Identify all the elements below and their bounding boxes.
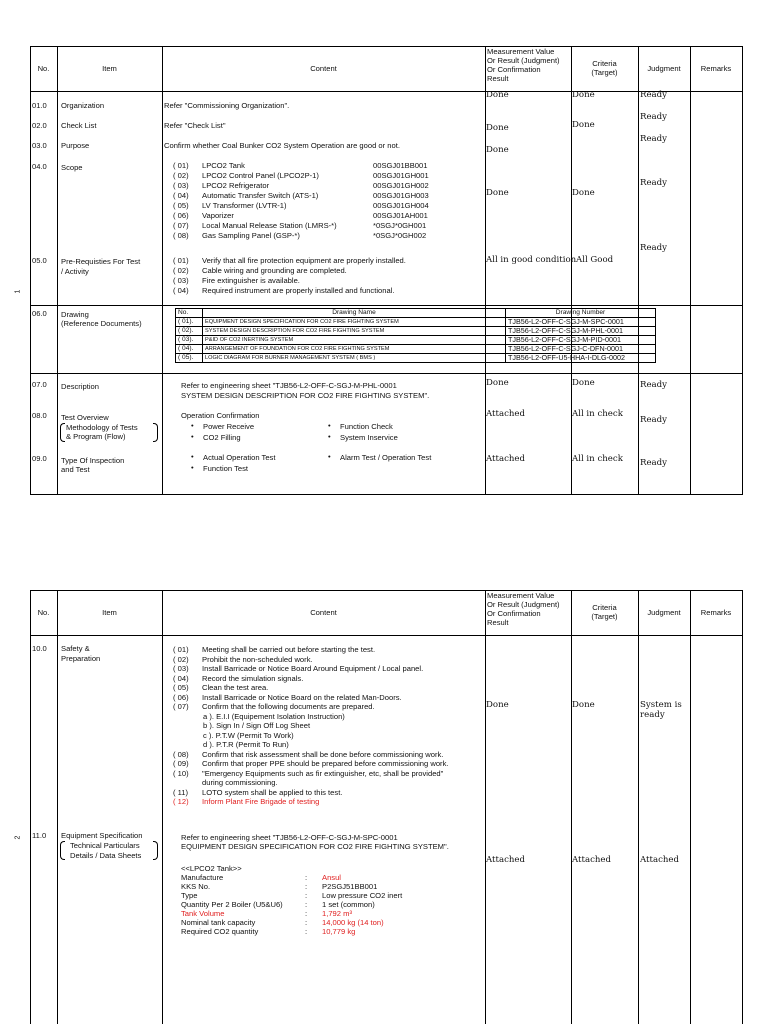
spec-value: 1,792 m³ xyxy=(322,909,352,918)
safety-item-text: Confirm that risk assessment shall be done before commissioning work. xyxy=(202,749,444,759)
drawing-row xyxy=(176,354,656,363)
header-measurement-2: Or Result (Judgment) xyxy=(487,56,560,65)
row-11-item-3: Details / Data Sheets xyxy=(70,851,142,860)
drawing-row-name: ARRANGEMENT OF FOUNDATION FOR CO2 FIRE FIGHTING SYSTEM xyxy=(203,345,506,354)
safety-item-text: Prohibit the non-scheduled work. xyxy=(202,654,313,664)
scope-item-name: Gas Sampling Panel (GSP-*) xyxy=(202,231,300,240)
document-subitem: d ). P.T.R (Permit To Run) xyxy=(203,740,289,749)
header-remarks: Remarks xyxy=(700,608,732,617)
row-10-judgment-2: ready xyxy=(640,710,665,720)
header-no: No. xyxy=(37,64,50,73)
spec-value: 14,000 kg (14 ton) xyxy=(322,918,384,927)
row-08-item-2: Methodology of Tests xyxy=(66,423,138,432)
row-09-judgment: Ready xyxy=(640,458,668,468)
tank-heading: <<LPCO2 Tank>> xyxy=(181,864,242,873)
header-judgment: Judgment xyxy=(647,64,681,73)
row-04-judgment: Ready xyxy=(640,178,668,188)
spec-key: KKS No. xyxy=(181,882,211,891)
scope-item-name: LPCO2 Control Panel (LPCO2P-1) xyxy=(202,171,319,180)
row-01-judgment: Ready xyxy=(640,90,668,100)
drawing-row-no: ( 05). xyxy=(176,354,203,363)
row-08-result: Attached xyxy=(486,409,526,419)
row-08-brace-right xyxy=(153,423,158,442)
header-item: Item xyxy=(102,64,117,73)
spec-value: P2SGJ51BB001 xyxy=(322,882,378,891)
row-11-criteria: Attached xyxy=(572,855,612,865)
row-10-criteria: Done xyxy=(572,700,595,710)
row-09-b1: Actual Operation Test xyxy=(203,453,276,462)
drawing-row-no: ( 03). xyxy=(176,336,203,345)
spec-value: 1 set (common) xyxy=(322,900,375,909)
safety-item-text: during commissioning. xyxy=(202,778,278,787)
drawing-row-name: EQUIPMENT DESIGN SPECIFICATION FOR CO2 FIRE FIGHTING SYSTEM xyxy=(203,318,506,327)
bullet: • xyxy=(191,432,194,441)
header-no: No. xyxy=(37,608,50,617)
header-measurement-1: Measurement Value xyxy=(487,47,555,56)
row-02-content: Refer "Check List" xyxy=(164,121,226,130)
row-02-result: Done xyxy=(486,123,509,133)
row-01-item: Organization xyxy=(61,101,105,110)
row-02-item: Check List xyxy=(61,121,97,130)
header-measurement-4: Result xyxy=(487,618,509,627)
scope-item-number: ( 02) xyxy=(173,171,189,180)
row-06-no: 06.0 xyxy=(32,309,47,318)
scope-item-number: ( 05) xyxy=(173,201,189,210)
document-subitem: a ). E.I.I (Equipement Isolation Instruction) xyxy=(203,711,345,721)
document-subitem: b ). Sign In / Sign Off Log Sheet xyxy=(203,721,311,730)
bullet: • xyxy=(328,421,331,430)
scope-item-number: ( 01) xyxy=(173,161,189,170)
row-10-no: 10.0 xyxy=(32,644,47,653)
bullet: • xyxy=(328,432,331,441)
row-02-no: 02.0 xyxy=(32,121,47,130)
scope-item-number: ( 06) xyxy=(173,211,189,220)
drawing-row-number: TJB56-L2-OFF-C-SGJ-M-PHL-0001 xyxy=(506,327,656,336)
row-01-result: Done xyxy=(486,90,509,100)
row-07-no: 07.0 xyxy=(32,380,47,389)
row-02-judgment: Ready xyxy=(640,112,668,122)
row-04-no: 04.0 xyxy=(32,162,47,171)
bullet: • xyxy=(328,452,331,461)
scope-item-code: 00SGJ01GH003 xyxy=(373,191,429,200)
scope-item-code: 00SGJ01BB001 xyxy=(373,161,428,170)
safety-item-number: ( 02) xyxy=(173,654,189,664)
safety-item-number: ( 01) xyxy=(173,645,189,654)
scope-item-number: ( 04) xyxy=(173,191,189,200)
row-08-no: 08.0 xyxy=(32,411,47,420)
prereq-item-text: Required instrument are properly installed and functional. xyxy=(202,286,395,295)
row-05-judgment: Ready xyxy=(640,243,668,253)
scope-item-code: *0SGJ*0GH002 xyxy=(373,231,427,240)
scope-item-name: LV Transformer (LVTR-1) xyxy=(202,201,287,210)
bullet: • xyxy=(191,463,194,472)
scope-item-name: Vaporizer xyxy=(202,211,234,220)
header-item: Item xyxy=(102,608,117,617)
spec-colon: : xyxy=(305,882,308,891)
row-07-item: Description xyxy=(61,382,99,391)
row-04-result: Done xyxy=(486,188,509,198)
safety-item-number: ( 11) xyxy=(173,787,189,797)
safety-item-number: ( 04) xyxy=(173,673,189,683)
row-08-judgment: Ready xyxy=(640,415,668,425)
row-04-criteria: Done xyxy=(572,188,595,198)
scope-item-code: 00SGJ01GH004 xyxy=(373,201,429,210)
header-content: Content xyxy=(310,64,337,73)
safety-item-number: ( 07) xyxy=(173,702,189,711)
row-07-judgment: Ready xyxy=(640,380,668,390)
row-01-no: 01.0 xyxy=(32,101,47,110)
scope-item-number: ( 03) xyxy=(173,181,189,190)
header-criteria-2: (Target) xyxy=(591,612,618,621)
row-11-brace-right xyxy=(153,841,158,860)
row-05-item-1: Pre-Requisties For Test xyxy=(61,257,141,266)
spec-key: Nominal tank capacity xyxy=(181,918,256,927)
spec-colon: : xyxy=(305,909,308,918)
row-08-b4: System Inservice xyxy=(340,433,398,442)
row-08-brace-left xyxy=(60,423,65,442)
safety-item-number: ( 08) xyxy=(173,749,189,759)
spec-value: Low pressure CO2 inert xyxy=(322,891,403,900)
spec-colon: : xyxy=(305,918,308,927)
safety-item-text: Install Barricade or Notice Board Around Equipment / Local panel. xyxy=(202,664,424,673)
safety-item-text: Confirm that the following documents are prepared. xyxy=(202,702,375,711)
row-10-result: Done xyxy=(486,700,509,710)
header-criteria-1: Criteria xyxy=(592,603,617,612)
row-05-no: 05.0 xyxy=(32,256,47,265)
row-08-item-3: & Program (Flow) xyxy=(66,432,126,441)
row-11-no: 11.0 xyxy=(32,831,47,840)
spec-key: Tank Volume xyxy=(181,909,225,918)
row-09-b2: Function Test xyxy=(203,464,249,473)
spec-key: Type xyxy=(181,891,198,900)
spec-colon: : xyxy=(305,873,308,882)
scope-item-number: ( 07) xyxy=(173,221,189,230)
scope-item-code: *0SGJ*0GH001 xyxy=(373,221,427,230)
row-03-result: Done xyxy=(486,145,509,155)
row-08-b2: CO2 Filling xyxy=(203,433,241,442)
row-09-result: Attached xyxy=(486,454,526,464)
row-02-criteria: Done xyxy=(572,120,595,130)
row-08-criteria: All in check xyxy=(572,409,623,419)
row-11-line-1: Refer to engineering sheet "TJB56-L2-OFF-C-SGJ-M-SPC-0001 xyxy=(181,833,398,842)
prereq-item-text: Cable wiring and grounding are completed. xyxy=(202,266,347,275)
drawing-row-name: P&ID OF CO2 INERTING SYSTEM xyxy=(203,336,506,345)
spec-colon: : xyxy=(305,900,308,909)
scope-item-code: 00SGJ01AH001 xyxy=(373,211,428,220)
row-06-item-2: (Reference Documents) xyxy=(61,319,142,328)
prereq-item-number: ( 02) xyxy=(173,266,189,275)
row-08-b1: Power Receive xyxy=(203,422,255,431)
scope-item-code: 00SGJ01GH001 xyxy=(373,171,429,180)
header-content: Content xyxy=(310,608,337,617)
safety-item-text: Clean the test area. xyxy=(202,683,269,692)
row-01-content: Refer "Commissioning Organization". xyxy=(164,101,290,110)
row-06-item-1: Drawing xyxy=(61,310,89,319)
row-07-result: Done xyxy=(486,378,509,388)
safety-item-text: "Emergency Equipments such as fir extinguisher, etc, shall be provided" xyxy=(202,768,444,778)
row-11-item-1: Equipment Specification xyxy=(61,831,143,840)
row-08-head: Operation Confirmation xyxy=(181,411,260,420)
scope-item-name: Automatic Transfer Switch (ATS-1) xyxy=(202,191,319,200)
spec-colon: : xyxy=(305,891,308,900)
row-09-item-2: and Test xyxy=(61,465,90,474)
safety-item-text: Install Barricade or Notice Board on the related Man-Doors. xyxy=(202,692,402,702)
drawing-row-no: ( 04). xyxy=(176,345,203,354)
row-09-no: 09.0 xyxy=(32,454,47,463)
row-07-criteria: Done xyxy=(572,378,595,388)
header-measurement-3: Or Confirmation xyxy=(487,65,541,74)
safety-item-number: ( 05) xyxy=(173,683,189,692)
drawing-row-no: ( 02). xyxy=(176,327,203,336)
drawing-head-name: Drawing Name xyxy=(203,309,506,318)
spec-key: Required CO2 quantity xyxy=(181,927,259,936)
safety-item-number: ( 10) xyxy=(173,768,189,778)
row-11-brace-left xyxy=(60,841,65,860)
spec-colon: : xyxy=(305,927,308,936)
drawing-row-number: TJB56-L2-OFF-U5-HHA-I-DLG-0002 xyxy=(506,354,656,363)
header-measurement-4: Result xyxy=(487,74,509,83)
drawing-row-number: TJB56-L2-OFF-C-SGJ-C-DFN-0001 xyxy=(506,345,656,354)
spec-value: Ansul xyxy=(322,873,341,882)
row-05-result: All in good condition xyxy=(486,255,577,265)
drawing-head-number: Drawing Number xyxy=(506,309,656,318)
scope-item-code: 00SGJ01GH002 xyxy=(373,181,429,190)
spec-value: 10,779 kg xyxy=(322,927,356,936)
scope-item-number: ( 08) xyxy=(173,231,189,240)
drawing-row-number: TJB56-L2-OFF-C-SGJ-M-SPC-0001 xyxy=(506,318,656,327)
header-criteria-2: (Target) xyxy=(591,68,618,77)
row-04-item: Scope xyxy=(61,163,83,172)
page-number: 2 xyxy=(14,835,22,840)
prereq-item-number: ( 04) xyxy=(173,286,189,295)
row-07-line-2: SYSTEM DESIGN DESCRIPTION FOR CO2 FIRE FIGHTING SYSTEM". xyxy=(181,391,430,400)
header-remarks: Remarks xyxy=(700,64,732,73)
header-criteria-1: Criteria xyxy=(592,59,617,68)
safety-item-text: Confirm that proper PPE should be prepared before commissioning work. xyxy=(202,759,449,768)
drawing-head-no: No. xyxy=(176,309,203,318)
spec-key: Manufacture xyxy=(181,873,224,882)
row-03-judgment: Ready xyxy=(640,134,668,144)
bullet: • xyxy=(191,452,194,461)
row-09-b3: Alarm Test / Operation Test xyxy=(340,453,432,462)
safety-item-number: ( 03) xyxy=(173,664,189,673)
row-11-judgment: Attached xyxy=(640,855,680,865)
row-11-item-2: Technical Particulars xyxy=(70,841,140,850)
header-measurement-2: Or Result (Judgment) xyxy=(487,600,560,609)
bullet: • xyxy=(191,421,194,430)
scope-item-name: LPCO2 Tank xyxy=(202,161,245,170)
prereq-item-text: Fire extinguisher is available. xyxy=(202,276,300,285)
header-measurement-3: Or Confirmation xyxy=(487,609,541,618)
row-05-criteria: All Good xyxy=(576,255,614,265)
row-08-b3: Function Check xyxy=(340,422,393,431)
safety-item-number: ( 12) xyxy=(173,797,189,806)
row-03-item: Purpose xyxy=(61,141,90,150)
row-03-content: Confirm whether Coal Bunker CO2 System Operation are good or not. xyxy=(164,141,400,150)
prereq-item-number: ( 01) xyxy=(173,256,189,265)
row-05-item-2: / Activity xyxy=(61,267,89,276)
scope-item-name: Local Manual Release Station (LMRS-*) xyxy=(202,221,337,230)
drawing-row-name: LOGIC DIAGRAM FOR BURNER MANAGEMENT SYSTEM ( BMS ) xyxy=(203,354,506,363)
row-11-line-2: EQUIPMENT DESIGN SPECIFICATION FOR CO2 FIRE FIGHTING SYSTEM". xyxy=(181,842,449,851)
row-10-judgment-1: System is xyxy=(640,700,682,710)
header-measurement-1: Measurement Value xyxy=(487,591,555,600)
drawing-table xyxy=(175,308,656,363)
page-number: 1 xyxy=(14,289,22,294)
row-09-item-1: Type Of Inspection xyxy=(61,456,125,465)
scope-item-name: LPCO2 Refrigerator xyxy=(202,181,270,190)
safety-item-text: LOTO system shall be applied to this test. xyxy=(202,787,343,797)
row-09-criteria: All in check xyxy=(572,454,623,464)
row-10-item-2: Preparation xyxy=(61,654,101,663)
prereq-item-text: Verify that all fire protection equipment are properly installed. xyxy=(202,256,406,265)
row-01-criteria: Done xyxy=(572,90,595,100)
safety-item-number: ( 09) xyxy=(173,759,189,768)
drawing-row-number: TJB56-L2-OFF-C-SGJ-M-PID-0001 xyxy=(506,336,656,345)
row-07-line-1: Refer to engineering sheet "TJB56-L2-OFF-C-SGJ-M-PHL-0001 xyxy=(181,381,397,390)
drawing-row-no: ( 01). xyxy=(176,318,203,327)
row-11-result: Attached xyxy=(486,855,526,865)
safety-item-number: ( 06) xyxy=(173,692,189,702)
safety-item-text-highlight: Inform Plant Fire Brigade of testing xyxy=(202,797,320,806)
row-10-item-1: Safety & xyxy=(61,644,90,653)
drawing-row-name: SYSTEM DESIGN DESCRIPTION FOR CO2 FIRE FIGHTING SYSTEM xyxy=(203,327,506,336)
spec-key: Quantity Per 2 Boiler (U5&U6) xyxy=(181,900,283,909)
prereq-item-number: ( 03) xyxy=(173,276,189,285)
row-08-item-1: Test Overview xyxy=(61,413,109,422)
safety-item-text: Meeting shall be carried out before starting the test. xyxy=(202,645,376,654)
document-subitem: c ). P.T.W (Permit To Work) xyxy=(203,730,294,740)
row-03-no: 03.0 xyxy=(32,141,47,150)
header-judgment: Judgment xyxy=(647,608,681,617)
safety-item-text: Record the simulation signals. xyxy=(202,673,304,683)
